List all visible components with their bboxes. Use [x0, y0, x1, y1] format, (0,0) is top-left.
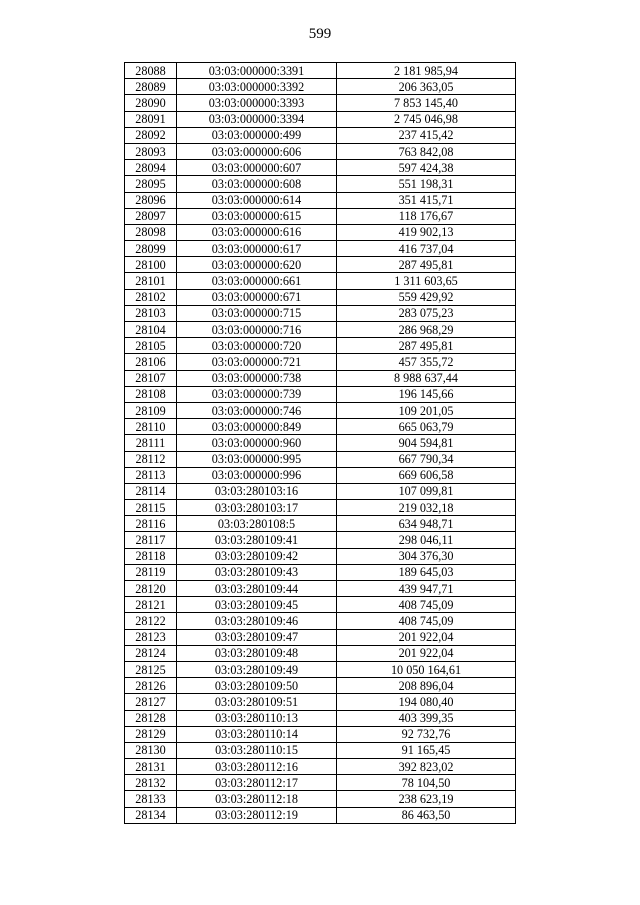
- value-cell: 416 737,04: [337, 241, 516, 257]
- cadastral-number-cell: 03:03:280109:44: [177, 581, 337, 597]
- row-number-cell: 28132: [125, 775, 177, 791]
- table-row: [125, 678, 516, 694]
- table-row: [125, 95, 516, 111]
- table-row: [125, 467, 516, 483]
- value-cell: 208 896,04: [337, 678, 516, 694]
- row-number-cell: 28114: [125, 483, 177, 499]
- table-row: [125, 483, 516, 499]
- table-row: [125, 354, 516, 370]
- row-number-cell: 28100: [125, 257, 177, 273]
- row-number-cell: 28103: [125, 305, 177, 321]
- value-cell: 219 032,18: [337, 500, 516, 516]
- table-row: [125, 500, 516, 516]
- table-row: [125, 581, 516, 597]
- value-cell: 206 363,05: [337, 79, 516, 95]
- cadastral-number-cell: 03:03:280103:17: [177, 500, 337, 516]
- table-row: [125, 241, 516, 257]
- cadastral-number-cell: 03:03:000000:616: [177, 224, 337, 240]
- table-row: [125, 516, 516, 532]
- row-number-cell: 28093: [125, 143, 177, 159]
- value-cell: 196 145,66: [337, 386, 516, 402]
- row-number-cell: 28106: [125, 354, 177, 370]
- row-number-cell: 28122: [125, 613, 177, 629]
- value-cell: 201 922,04: [337, 645, 516, 661]
- data-table: [124, 62, 516, 824]
- table-row: [125, 532, 516, 548]
- row-number-cell: 28134: [125, 807, 177, 823]
- row-number-cell: 28104: [125, 322, 177, 338]
- cadastral-number-cell: 03:03:280112:18: [177, 791, 337, 807]
- row-number-cell: 28097: [125, 208, 177, 224]
- value-cell: 118 176,67: [337, 208, 516, 224]
- table-row: [125, 435, 516, 451]
- cadastral-number-cell: 03:03:280110:14: [177, 726, 337, 742]
- cadastral-number-cell: 03:03:000000:720: [177, 338, 337, 354]
- value-cell: 419 902,13: [337, 224, 516, 240]
- table-row: [125, 791, 516, 807]
- table-row: [125, 160, 516, 176]
- cadastral-number-cell: 03:03:280112:17: [177, 775, 337, 791]
- table-row: [125, 176, 516, 192]
- row-number-cell: 28115: [125, 500, 177, 516]
- value-cell: 904 594,81: [337, 435, 516, 451]
- table-row: [125, 273, 516, 289]
- value-cell: 304 376,30: [337, 548, 516, 564]
- table-row: [125, 257, 516, 273]
- value-cell: 92 732,76: [337, 726, 516, 742]
- row-number-cell: 28095: [125, 176, 177, 192]
- table-row: [125, 402, 516, 418]
- table-row: [125, 370, 516, 386]
- cadastral-number-cell: 03:03:000000:606: [177, 143, 337, 159]
- cadastral-number-cell: 03:03:280109:47: [177, 629, 337, 645]
- value-cell: 287 495,81: [337, 338, 516, 354]
- cadastral-number-cell: 03:03:280109:46: [177, 613, 337, 629]
- row-number-cell: 28113: [125, 467, 177, 483]
- cadastral-number-cell: 03:03:000000:746: [177, 402, 337, 418]
- row-number-cell: 28096: [125, 192, 177, 208]
- value-cell: 194 080,40: [337, 694, 516, 710]
- page-number: 599: [308, 26, 332, 42]
- table-row: [125, 597, 516, 613]
- table-row: [125, 807, 516, 823]
- value-cell: 597 424,38: [337, 160, 516, 176]
- cadastral-number-cell: 03:03:280109:49: [177, 661, 337, 677]
- value-cell: 559 429,92: [337, 289, 516, 305]
- row-number-cell: 28131: [125, 759, 177, 775]
- cadastral-number-cell: 03:03:280103:16: [177, 483, 337, 499]
- row-number-cell: 28120: [125, 581, 177, 597]
- cadastral-number-cell: 03:03:000000:996: [177, 467, 337, 483]
- value-cell: 2 181 985,94: [337, 63, 516, 79]
- cadastral-number-cell: 03:03:000000:614: [177, 192, 337, 208]
- row-number-cell: 28127: [125, 694, 177, 710]
- value-cell: 551 198,31: [337, 176, 516, 192]
- row-number-cell: 28105: [125, 338, 177, 354]
- table-row: [125, 564, 516, 580]
- cadastral-number-cell: 03:03:280110:13: [177, 710, 337, 726]
- row-number-cell: 28117: [125, 532, 177, 548]
- row-number-cell: 28107: [125, 370, 177, 386]
- cadastral-number-cell: 03:03:280109:45: [177, 597, 337, 613]
- table-row: [125, 192, 516, 208]
- row-number-cell: 28116: [125, 516, 177, 532]
- cadastral-number-cell: 03:03:000000:499: [177, 127, 337, 143]
- table-row: [125, 208, 516, 224]
- cadastral-number-cell: 03:03:000000:3393: [177, 95, 337, 111]
- cadastral-number-cell: 03:03:280109:51: [177, 694, 337, 710]
- cadastral-number-cell: 03:03:000000:715: [177, 305, 337, 321]
- table-row: [125, 289, 516, 305]
- row-number-cell: 28098: [125, 224, 177, 240]
- row-number-cell: 28090: [125, 95, 177, 111]
- row-number-cell: 28094: [125, 160, 177, 176]
- table-row: [125, 127, 516, 143]
- table-row: [125, 759, 516, 775]
- row-number-cell: 28119: [125, 564, 177, 580]
- table-row: [125, 224, 516, 240]
- value-cell: 91 165,45: [337, 742, 516, 758]
- value-cell: 237 415,42: [337, 127, 516, 143]
- value-cell: 439 947,71: [337, 581, 516, 597]
- value-cell: 8 988 637,44: [337, 370, 516, 386]
- row-number-cell: 28118: [125, 548, 177, 564]
- row-number-cell: 28108: [125, 386, 177, 402]
- cadastral-number-cell: 03:03:000000:620: [177, 257, 337, 273]
- value-cell: 287 495,81: [337, 257, 516, 273]
- row-number-cell: 28128: [125, 710, 177, 726]
- row-number-cell: 28129: [125, 726, 177, 742]
- cadastral-number-cell: 03:03:000000:995: [177, 451, 337, 467]
- table-row: [125, 694, 516, 710]
- value-cell: 189 645,03: [337, 564, 516, 580]
- value-cell: 457 355,72: [337, 354, 516, 370]
- table-row: [125, 79, 516, 95]
- table-row: [125, 548, 516, 564]
- table-row: [125, 305, 516, 321]
- value-cell: 665 063,79: [337, 419, 516, 435]
- cadastral-number-cell: 03:03:280110:15: [177, 742, 337, 758]
- cadastral-number-cell: 03:03:000000:661: [177, 273, 337, 289]
- table-row: [125, 775, 516, 791]
- row-number-cell: 28124: [125, 645, 177, 661]
- value-cell: 283 075,23: [337, 305, 516, 321]
- value-cell: 86 463,50: [337, 807, 516, 823]
- cadastral-number-cell: 03:03:000000:739: [177, 386, 337, 402]
- row-number-cell: 28125: [125, 661, 177, 677]
- cadastral-number-cell: 03:03:280109:43: [177, 564, 337, 580]
- value-cell: 669 606,58: [337, 467, 516, 483]
- row-number-cell: 28110: [125, 419, 177, 435]
- table-row: [125, 710, 516, 726]
- table-body: [125, 63, 516, 824]
- value-cell: 78 104,50: [337, 775, 516, 791]
- row-number-cell: 28126: [125, 678, 177, 694]
- table-row: [125, 451, 516, 467]
- table-row: [125, 661, 516, 677]
- row-number-cell: 28088: [125, 63, 177, 79]
- value-cell: 109 201,05: [337, 402, 516, 418]
- value-cell: 408 745,09: [337, 613, 516, 629]
- value-cell: 286 968,29: [337, 322, 516, 338]
- value-cell: 351 415,71: [337, 192, 516, 208]
- cadastral-number-cell: 03:03:000000:615: [177, 208, 337, 224]
- cadastral-number-cell: 03:03:000000:617: [177, 241, 337, 257]
- cadastral-number-cell: 03:03:000000:3392: [177, 79, 337, 95]
- cadastral-number-cell: 03:03:000000:671: [177, 289, 337, 305]
- table-row: [125, 111, 516, 127]
- cadastral-number-cell: 03:03:000000:607: [177, 160, 337, 176]
- row-number-cell: 28092: [125, 127, 177, 143]
- value-cell: 7 853 145,40: [337, 95, 516, 111]
- cadastral-number-cell: 03:03:280109:50: [177, 678, 337, 694]
- value-cell: 763 842,08: [337, 143, 516, 159]
- value-cell: 2 745 046,98: [337, 111, 516, 127]
- cadastral-number-cell: 03:03:000000:960: [177, 435, 337, 451]
- value-cell: 298 046,11: [337, 532, 516, 548]
- cadastral-number-cell: 03:03:000000:608: [177, 176, 337, 192]
- value-cell: 403 399,35: [337, 710, 516, 726]
- table-row: [125, 386, 516, 402]
- table-row: [125, 645, 516, 661]
- row-number-cell: 28111: [125, 435, 177, 451]
- value-cell: 107 099,81: [337, 483, 516, 499]
- row-number-cell: 28101: [125, 273, 177, 289]
- cadastral-number-cell: 03:03:280108:5: [177, 516, 337, 532]
- value-cell: 238 623,19: [337, 791, 516, 807]
- row-number-cell: 28089: [125, 79, 177, 95]
- table-row: [125, 419, 516, 435]
- value-cell: 392 823,02: [337, 759, 516, 775]
- table-row: [125, 726, 516, 742]
- value-cell: 408 745,09: [337, 597, 516, 613]
- row-number-cell: 28091: [125, 111, 177, 127]
- row-number-cell: 28109: [125, 402, 177, 418]
- table-row: [125, 613, 516, 629]
- row-number-cell: 28112: [125, 451, 177, 467]
- row-number-cell: 28121: [125, 597, 177, 613]
- cadastral-number-cell: 03:03:000000:716: [177, 322, 337, 338]
- cadastral-number-cell: 03:03:280109:48: [177, 645, 337, 661]
- cadastral-number-cell: 03:03:000000:721: [177, 354, 337, 370]
- value-cell: 201 922,04: [337, 629, 516, 645]
- value-cell: 1 311 603,65: [337, 273, 516, 289]
- row-number-cell: 28123: [125, 629, 177, 645]
- cadastral-number-cell: 03:03:280112:16: [177, 759, 337, 775]
- value-cell: 667 790,34: [337, 451, 516, 467]
- table-row: [125, 143, 516, 159]
- cadastral-number-cell: 03:03:280109:42: [177, 548, 337, 564]
- cadastral-number-cell: 03:03:280109:41: [177, 532, 337, 548]
- row-number-cell: 28130: [125, 742, 177, 758]
- table-row: [125, 63, 516, 79]
- value-cell: 634 948,71: [337, 516, 516, 532]
- table-row: [125, 629, 516, 645]
- row-number-cell: 28133: [125, 791, 177, 807]
- cadastral-number-cell: 03:03:000000:849: [177, 419, 337, 435]
- table-row: [125, 338, 516, 354]
- row-number-cell: 28102: [125, 289, 177, 305]
- table-row: [125, 322, 516, 338]
- table-row: [125, 742, 516, 758]
- cadastral-number-cell: 03:03:280112:19: [177, 807, 337, 823]
- cadastral-number-cell: 03:03:000000:3391: [177, 63, 337, 79]
- cadastral-number-cell: 03:03:000000:738: [177, 370, 337, 386]
- row-number-cell: 28099: [125, 241, 177, 257]
- value-cell: 10 050 164,61: [337, 661, 516, 677]
- cadastral-number-cell: 03:03:000000:3394: [177, 111, 337, 127]
